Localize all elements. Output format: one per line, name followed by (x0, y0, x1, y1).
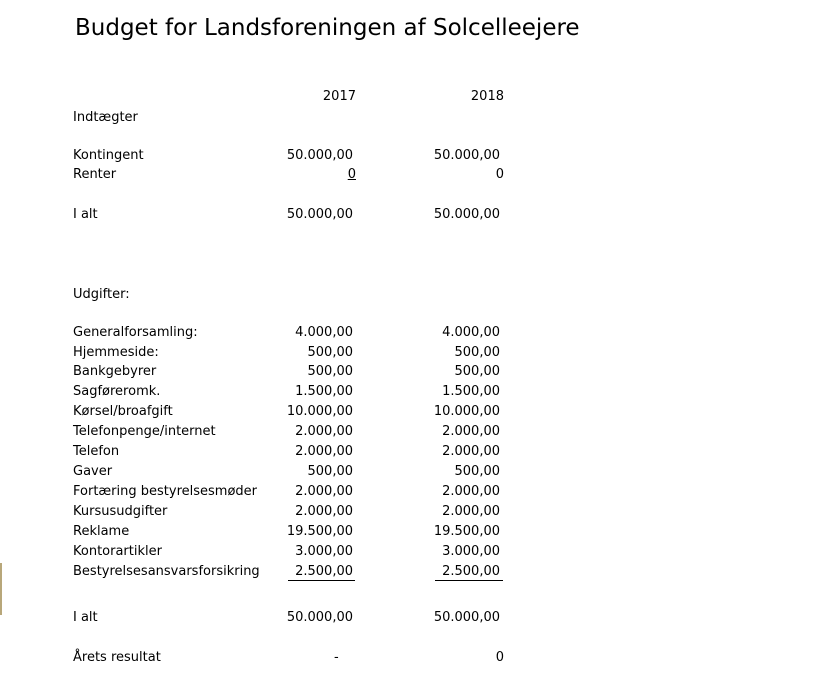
expense-row-value-2017: 500,00 (307, 345, 353, 360)
year-header-2018: 2018 (470, 89, 504, 104)
income-heading: Indtægter (73, 110, 138, 125)
sum-rule-2017 (288, 580, 355, 581)
expense-row-value-2018: 2.000,00 (442, 504, 500, 519)
expense-row-value-2017: 500,00 (307, 364, 353, 379)
expenses-total-value-2017: 50.000,00 (286, 610, 353, 625)
expense-row-label: Bestyrelsesansvarsforsikring (73, 564, 260, 579)
income-row-label: Kontingent (73, 148, 144, 163)
result-value-2017: - (334, 650, 339, 665)
expense-row-value-2018: 2.500,00 (442, 564, 500, 579)
expense-row-value-2018: 500,00 (454, 345, 500, 360)
expense-row-label: Kursusudgifter (73, 504, 168, 519)
expense-row-value-2018: 500,00 (454, 364, 500, 379)
expense-row-value-2017: 3.000,00 (295, 544, 353, 559)
income-row-value-2017: 50.000,00 (286, 148, 353, 163)
expense-row-value-2017: 19.500,00 (286, 524, 353, 539)
income-total-label: I alt (73, 207, 98, 222)
expense-row-value-2018: 500,00 (454, 464, 500, 479)
expense-row-value-2017: 2.000,00 (295, 444, 353, 459)
expense-row-label: Reklame (73, 524, 130, 539)
expense-row-value-2018: 10.000,00 (433, 404, 500, 419)
expense-row-label: Telefonpenge/internet (73, 424, 216, 439)
expenses-total-label: I alt (73, 610, 98, 625)
expense-row-value-2018: 2.000,00 (442, 424, 500, 439)
result-label: Årets resultat (73, 650, 161, 665)
expense-row-label: Kontorartikler (73, 544, 162, 559)
expense-row-value-2017: 2.500,00 (295, 564, 353, 579)
page-edge-marker (0, 563, 2, 615)
expense-row-label: Sagføreromk. (73, 384, 161, 399)
expense-row-label: Fortæring bestyrelsesmøder (73, 484, 257, 499)
sum-rule-2018 (435, 580, 503, 581)
expense-row-value-2017: 4.000,00 (295, 325, 353, 340)
expenses-total-value-2018: 50.000,00 (433, 610, 500, 625)
expense-row-value-2018: 1.500,00 (442, 384, 500, 399)
expense-row-value-2018: 3.000,00 (442, 544, 500, 559)
expense-row-value-2017: 10.000,00 (286, 404, 353, 419)
document-title: Budget for Landsforeningen af Solcelleejere (75, 15, 580, 41)
income-row-label: Renter (73, 167, 117, 182)
expense-row-label: Hjemmeside: (73, 345, 159, 360)
result-value-2018: 0 (495, 650, 504, 665)
income-row-value-2017: 0 (347, 167, 356, 182)
year-header-2017: 2017 (322, 89, 356, 104)
income-row-value-2018: 50.000,00 (433, 148, 500, 163)
expense-row-label: Kørsel/broafgift (73, 404, 173, 419)
expenses-heading: Udgifter: (73, 287, 130, 302)
expense-row-value-2017: 500,00 (307, 464, 353, 479)
expense-row-value-2018: 2.000,00 (442, 444, 500, 459)
expense-row-value-2018: 2.000,00 (442, 484, 500, 499)
income-total-value-2017: 50.000,00 (286, 207, 353, 222)
expense-row-label: Generalforsamling: (73, 325, 198, 340)
expense-row-label: Telefon (73, 444, 120, 459)
expense-row-value-2017: 2.000,00 (295, 484, 353, 499)
expense-row-label: Gaver (73, 464, 113, 479)
income-total-value-2018: 50.000,00 (433, 207, 500, 222)
expense-row-value-2018: 4.000,00 (442, 325, 500, 340)
expense-row-value-2017: 2.000,00 (295, 504, 353, 519)
expense-row-value-2017: 2.000,00 (295, 424, 353, 439)
expense-row-value-2018: 19.500,00 (433, 524, 500, 539)
expense-row-value-2017: 1.500,00 (295, 384, 353, 399)
expense-row-label: Bankgebyrer (73, 364, 157, 379)
income-row-value-2018: 0 (495, 167, 504, 182)
